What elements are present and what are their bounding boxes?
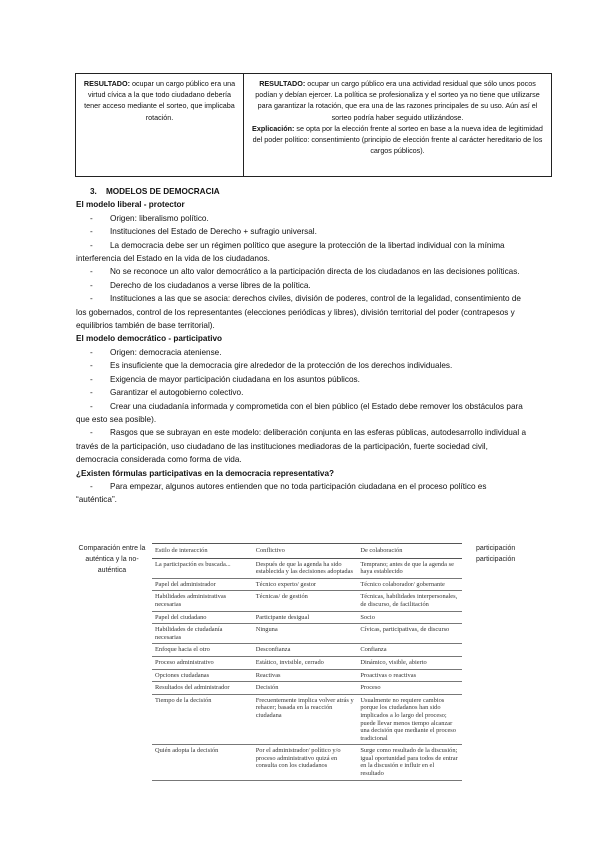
table-header: Conflictivo	[253, 544, 358, 559]
result-right-label: RESULTADO:	[259, 79, 306, 88]
table-cell: Temprano; antes de que la agenda se haya establecido	[357, 558, 462, 578]
table-row	[152, 624, 462, 644]
table-cell: Papel del ciudadano	[152, 611, 253, 624]
liberal-item: - Origen: liberalismo político.	[90, 213, 209, 223]
table-cell: Confianza	[357, 644, 462, 657]
figure-note-right-1: participación	[476, 545, 516, 552]
question-heading: ¿Existen fórmulas participativas en la democracia representativa?	[76, 468, 335, 478]
liberal-item: - Instituciones a las que se asocia: derechos civiles, división de poderes, control de la legalidad, consentimiento de los gobernados, control de los representantes (elecciones periódicas y libres), división territorial del poder (contrapesos y equilibrios también de base territorial).	[76, 294, 521, 331]
table-cell: Técnico experto/ gestor	[253, 578, 358, 591]
table-cell: Técnicas, habilidades interpersonales, de discurso, de facilitación	[357, 591, 462, 611]
table-cell: Cívicas, participativas, de discurso	[357, 624, 462, 644]
table-cell: Reactivas	[253, 669, 358, 682]
table-cell: Resultados del administrador	[152, 682, 253, 695]
table-cell: Habilidades administrativas necesarias	[152, 591, 253, 611]
participativo-item: - Rasgos que se subrayan en este modelo: deliberación conjunta en las esferas públicas, autodesarrollo individual a través de la participación, uso ciudadano de las instituciones mediadoras de la participación, fuerte sociedad civil, democracia considerada como forma de vida.	[76, 428, 527, 465]
section-title: MODELOS DE DEMOCRACIA	[105, 187, 220, 196]
table-cell: Socio	[357, 611, 462, 624]
table-cell: Proceso administrativo	[152, 656, 253, 669]
result-comparison-box	[75, 73, 552, 177]
table-row	[152, 644, 462, 657]
result-left-label: RESULTADO:	[83, 79, 130, 88]
participativo-item: - Es insuficiente que la democracia gire alrededor de la protección de los derechos individuales.	[90, 361, 453, 371]
participativo-item: - Garantizar el autogobierno colectivo.	[90, 388, 244, 398]
table-cell: Frecuentemente implica volver atrás y rehacer; basada en la reacción ciudadana	[253, 694, 358, 745]
table-row	[152, 591, 462, 611]
table-row	[152, 694, 462, 745]
table-cell: Dinámico, visible, abierto	[357, 656, 462, 669]
table-cell: Opciones ciudadanas	[152, 669, 253, 682]
table-cell: Desconfianza	[253, 644, 358, 657]
table-header: Estilo de interacción	[152, 544, 253, 559]
table-row	[152, 578, 462, 591]
table-cell: Después de que la agenda ha sido establecida y las decisiones adoptadas	[253, 558, 358, 578]
table-row	[152, 558, 462, 578]
table-cell: Decisión	[253, 682, 358, 695]
table-cell: Estático, invisible, cerrado	[253, 656, 358, 669]
figure-note-left: Comparación entre la auténtica y la no-auténtica	[78, 545, 146, 574]
table-cell: La participación es buscada...	[152, 558, 253, 578]
participativo-item: - Crear una ciudadanía informada y comprometida con el bien público (el Estado debe remover los obstáculos para que esto sea posible).	[76, 401, 523, 424]
table-header: De colaboración	[357, 544, 462, 559]
liberal-item: - No se reconoce un alto valor democrático a la participación directa de los ciudadanos en las decisiones políticas.	[90, 267, 520, 277]
result-right-cell	[244, 74, 551, 176]
section-number: 3.	[90, 187, 97, 196]
table-cell: Papel del administrador	[152, 578, 253, 591]
table-cell: Ninguna	[253, 624, 358, 644]
table-header-row	[152, 544, 462, 559]
table-cell: Técnicas/ de gestión	[253, 591, 358, 611]
participativo-item: - Exigencia de mayor participación ciudadana en los asuntos públicos.	[90, 374, 360, 384]
participation-table	[152, 543, 462, 781]
final-item: - Para empezar, algunos autores entienden que no toda participación ciudadana en el proceso político es “auténtica”.	[76, 481, 487, 505]
table-cell: Surge como resultado de la discusión; igual oportunidad para todos de entrar en la discusión e influir en el resultado	[357, 745, 462, 780]
figure-note-right-2: participación	[476, 556, 516, 563]
liberal-title: El modelo liberal - protector	[76, 200, 185, 210]
result-right-expl-label: Explicación:	[252, 123, 295, 133]
section-heading	[76, 185, 528, 198]
table-cell: Quién adopta la decisión	[152, 745, 253, 780]
table-cell: Tiempo de la decisión	[152, 694, 253, 745]
result-left-text: ocupar un cargo público era una virtud cívica a la que todo ciudadano debería tener acceso mediante el sorteo, que implicaba rotación.	[84, 79, 236, 122]
table-row	[152, 669, 462, 682]
table-cell: Por el administrador/ político y/o proceso administrativo quizá en consulta con los ciudadanos	[253, 745, 358, 780]
table-cell: Técnico colaborador/ gobernante	[357, 578, 462, 591]
table-row	[152, 745, 462, 780]
participativo-title: El modelo democrático - participativo	[76, 334, 223, 344]
liberal-item: - Derecho de los ciudadanos a verse libres de la política.	[90, 280, 311, 290]
table-cell: Proactivas o reactivas	[357, 669, 462, 682]
table-row	[152, 656, 462, 669]
liberal-item: - La democracia debe ser un régimen político que asegure la protección de la libertad individual con la mínima interferencia del Estado en la vida de los ciudadanos.	[76, 240, 505, 264]
participativo-item: - Origen: democracia ateniense.	[90, 347, 222, 357]
table-row	[152, 611, 462, 624]
liberal-item: - Instituciones del Estado de Derecho + sufragio universal.	[90, 227, 317, 237]
result-right-expl-text: se opta por la elección frente al sorteo en base a la nueva idea de legitimidad del poder político: consentimiento (principio de elección frente al carácter hereditario de los cargos públicos).	[252, 123, 543, 156]
section-body	[76, 185, 528, 507]
table-cell: Habilidades de ciudadanía necesarias	[152, 624, 253, 644]
table-cell: Usualmente no requiere cambios porque los ciudadanos han sido implicados a lo largo del proceso; puede llevar menos tiempo alcanzar una decisión que mediante el proceso tradicional	[357, 694, 462, 745]
table-row	[152, 682, 462, 695]
table-cell: Proceso	[357, 682, 462, 695]
table-cell: Enfoque hacia el otro	[152, 644, 253, 657]
result-right-text: ocupar un cargo público era una actividad residual que sólo unos pocos podían y debían ejercer. La política se profesionaliza y el sorteo ya no tiene que utilizarse para garantizar la rotación, que era una de las razones principales de su uso. Aún así el sorteo podría haber seguido utilizándose.	[255, 79, 540, 122]
result-left-cell	[76, 74, 244, 176]
table-cell: Participante desigual	[253, 611, 358, 624]
